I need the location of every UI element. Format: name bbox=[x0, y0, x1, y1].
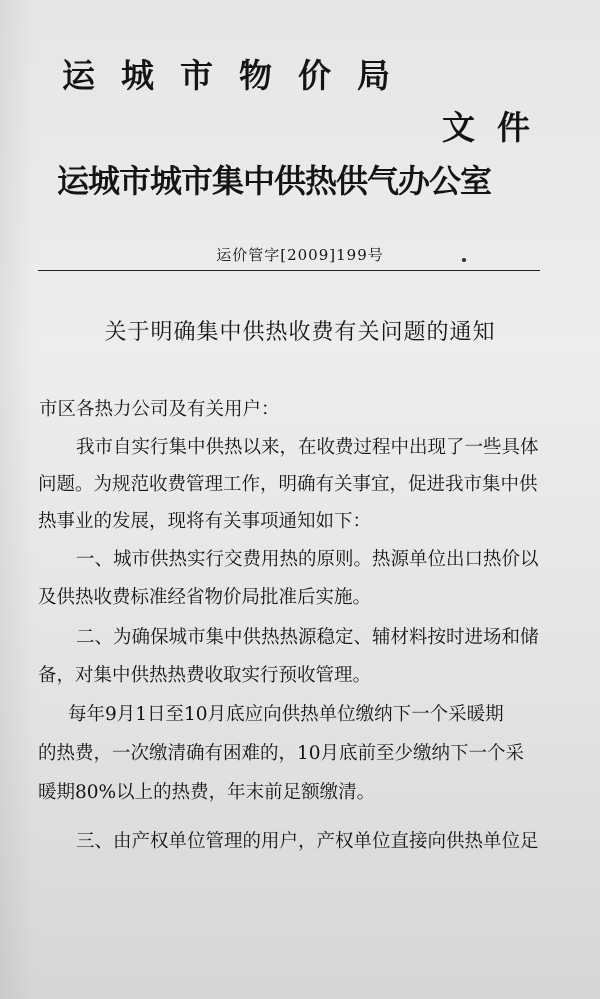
body-line: 二、为确保城市集中供热热源稳定、辅材料按时进场和储 bbox=[76, 627, 539, 648]
body-line: 热事业的发展，现将有关事项通知如下： bbox=[38, 511, 372, 532]
issuer-heating-office: 运城市城市集中供热供气办公室 bbox=[57, 162, 492, 200]
body-line: 问题。为规范收费管理工作，明确有关事宜，促进我市集中供 bbox=[38, 474, 538, 495]
ink-speck bbox=[462, 258, 466, 262]
body-line: 三、由产权单位管理的用户，产权单位直接向供热单位足 bbox=[76, 831, 539, 852]
salutation: 市区各热力公司及有关用户： bbox=[39, 399, 280, 420]
body-line: 备，对集中供热热费收取实行预收管理。 bbox=[38, 665, 372, 686]
body-line: 及供热收费标准经省物价局批准后实施。 bbox=[38, 587, 372, 608]
document-number: 运价管字[2009]199号 bbox=[216, 246, 384, 264]
body-line: 每年9月1日至10月底应向供热单位缴纳下一个采暖期 bbox=[68, 704, 504, 725]
issuer-price-bureau: 运城市物价局 bbox=[62, 56, 416, 95]
page-edge-shadow bbox=[0, 0, 34, 999]
header-divider bbox=[38, 270, 540, 271]
body-line: 一、城市供热实行交费用热的原则。热源单位出口热价以 bbox=[76, 549, 539, 570]
body-line: 的热费，一次缴清确有困难的，10月底前至少缴纳下一个采 bbox=[38, 743, 525, 764]
notice-title: 关于明确集中供热收费有关问题的通知 bbox=[104, 320, 496, 345]
body-line: 我市自实行集中供热以来，在收费过程中出现了一些具体 bbox=[76, 437, 539, 458]
document-label: 文件 bbox=[442, 108, 552, 147]
body-line: 暖期80%以上的热费，年末前足额缴清。 bbox=[38, 782, 376, 803]
